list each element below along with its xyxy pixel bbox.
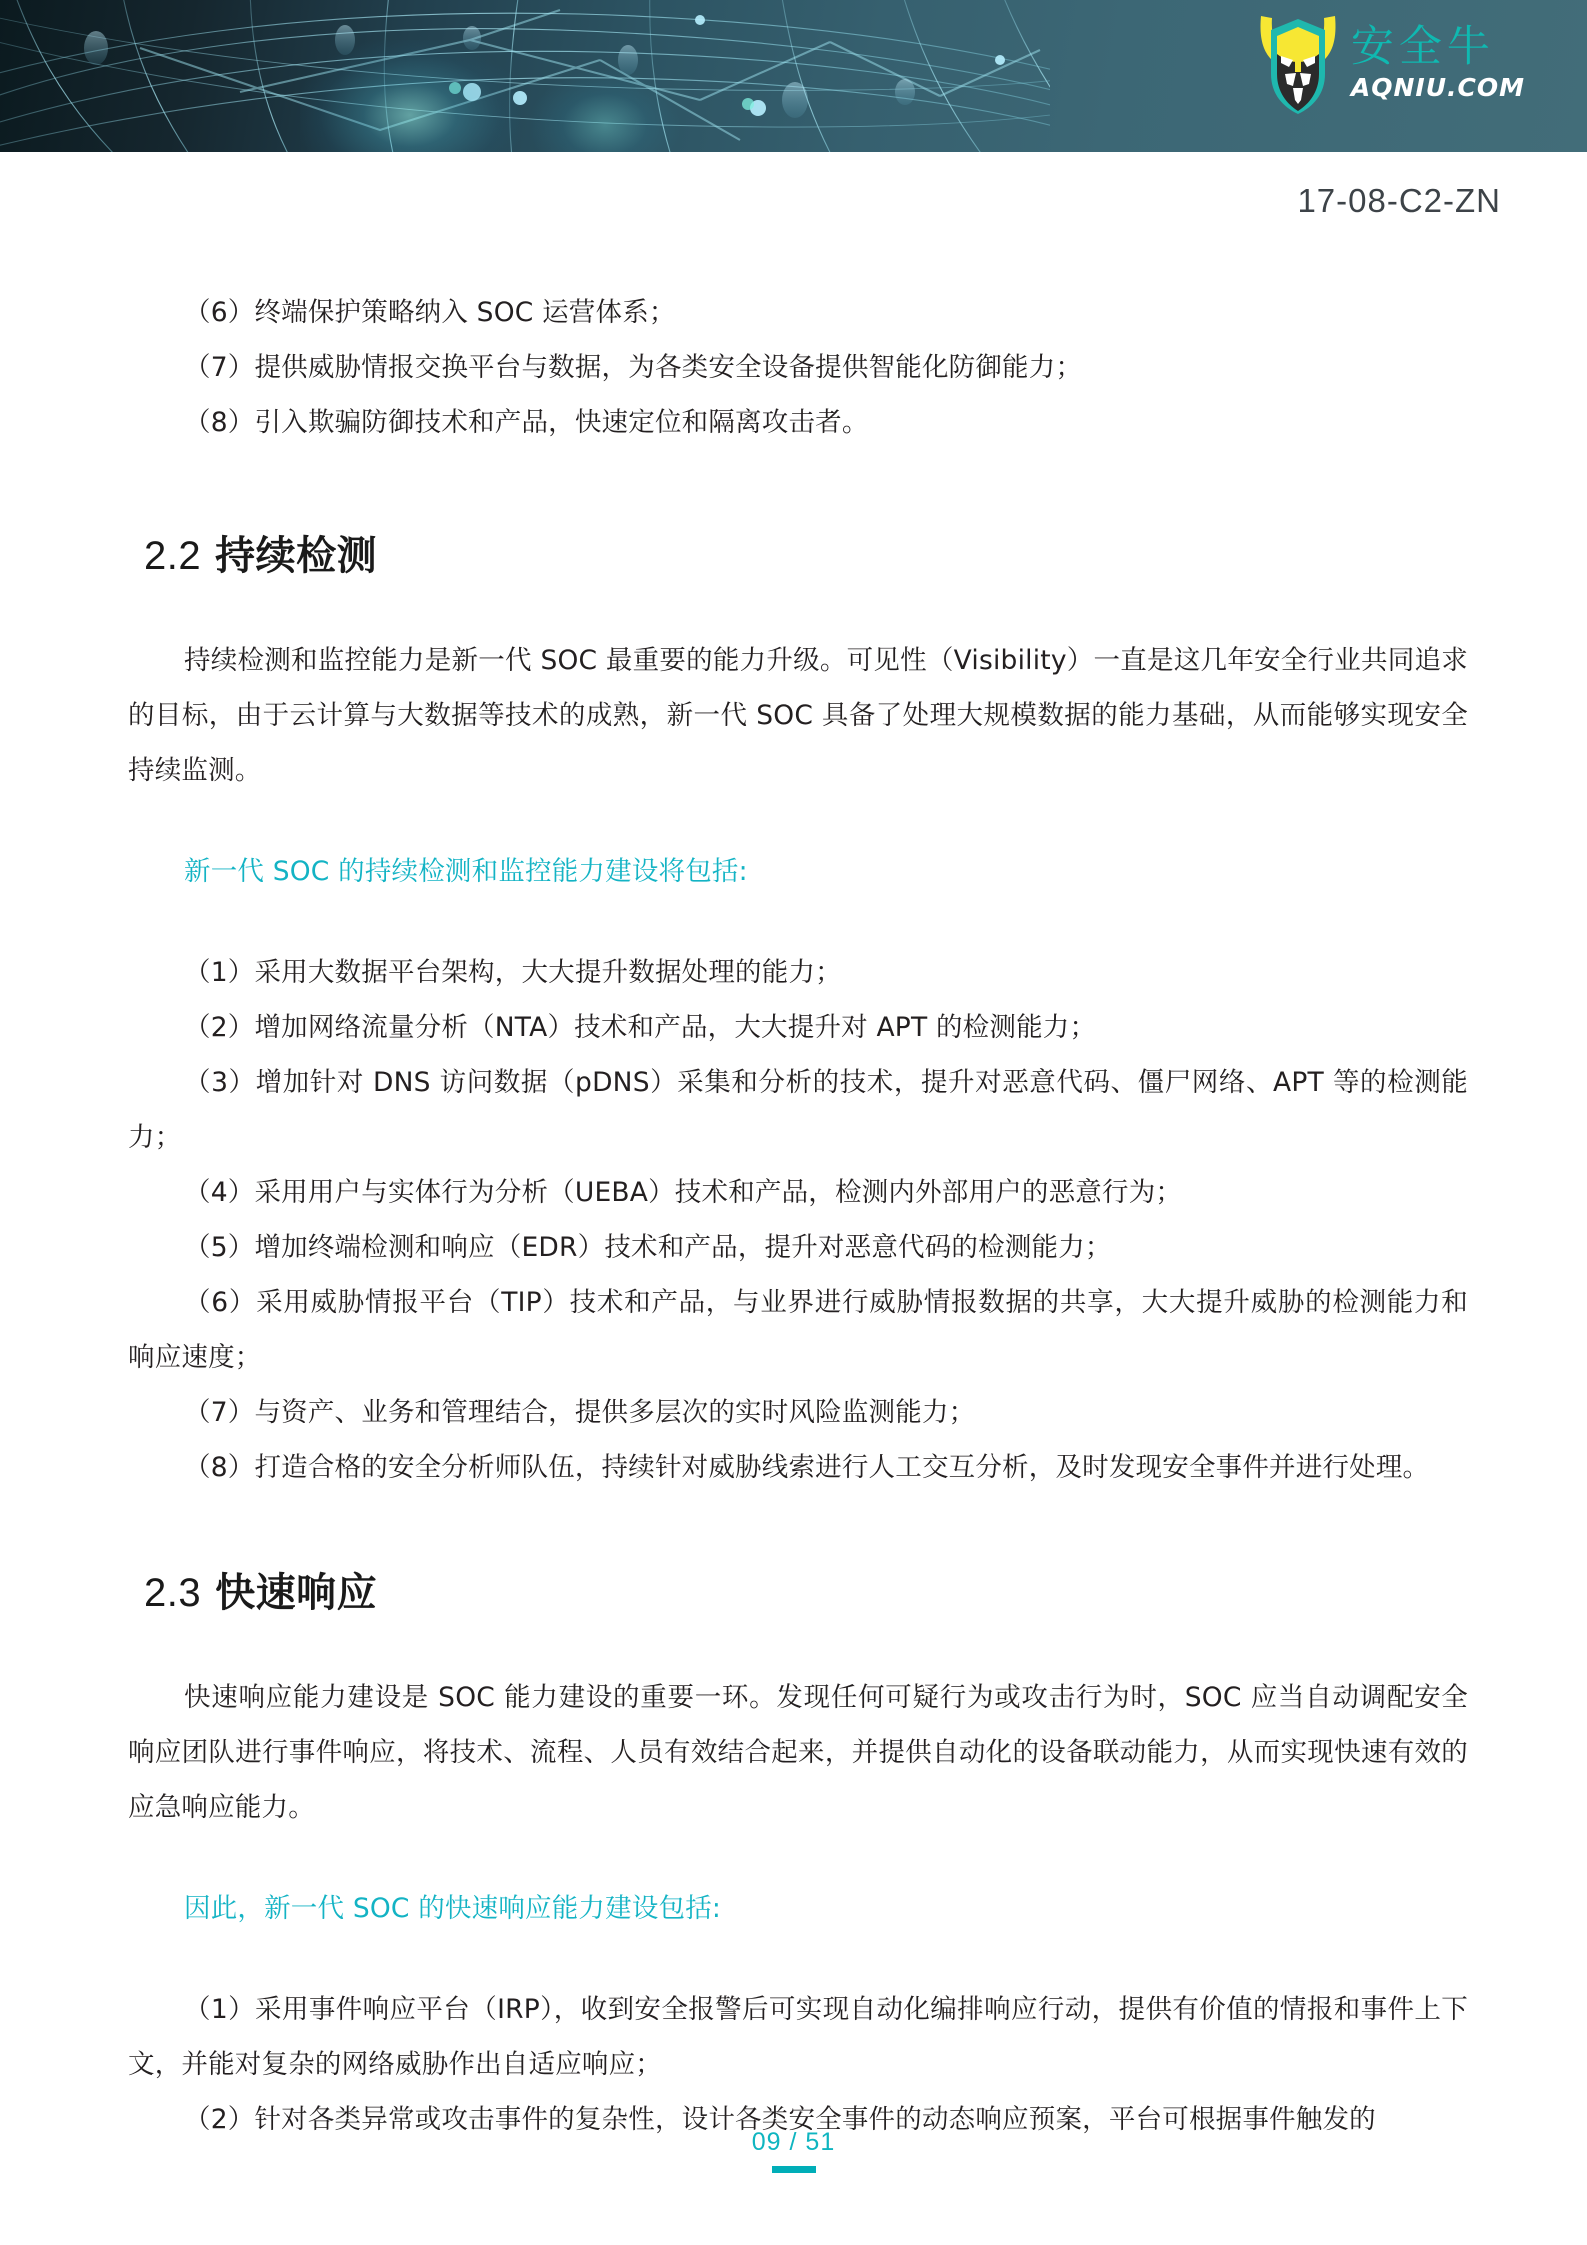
list-item: （1）采用事件响应平台（IRP），收到安全报警后可实现自动化编排响应行动，提供有价值的情报和事件上下文，并能对复杂的网络威胁作出自适应响应； <box>128 1994 1468 2080</box>
section-heading-2-3 <box>144 1561 1468 1618</box>
header-banner <box>0 0 1587 152</box>
section-title: 持续检测 <box>215 533 378 579</box>
section-title: 快速响应 <box>215 1570 378 1616</box>
section-lead-in: 因此，新一代 SOC 的快速响应能力建设包括: <box>184 1893 722 1924</box>
document-code: 17-08-C2-ZN <box>1297 182 1501 219</box>
logo-text-block <box>1350 21 1525 105</box>
list-item: （6）终端保护策略纳入 SOC 运营体系； <box>184 297 676 328</box>
section-lead-in: 新一代 SOC 的持续检测和监控能力建设将包括: <box>184 856 748 887</box>
list-item: （3）增加针对 DNS 访问数据（pDNS）采集和分析的技术，提升对恶意代码、僵尸网络、APT 等的检测能力； <box>128 1067 1468 1153</box>
list-item: （7）提供威胁情报交换平台与数据，为各类安全设备提供智能化防御能力； <box>184 352 1083 383</box>
brand-logo <box>1259 12 1525 116</box>
network-globe-graphic <box>0 0 1050 152</box>
list-item: （8）引入欺骗防御技术和产品，快速定位和隔离攻击者。 <box>184 407 869 438</box>
list-item: （1）采用大数据平台架构，大大提升数据处理的能力； <box>184 957 842 988</box>
section-number: 2.2 <box>144 534 202 578</box>
list-item: （2）增加网络流量分析（NTA）技术和产品，大大提升对 APT 的检测能力； <box>184 1012 1097 1043</box>
list-item: （8）打造合格的安全分析师队伍，持续针对威胁线索进行人工交互分析，及时发现安全事件并进行处理。 <box>184 1452 1430 1483</box>
document-body <box>128 285 1468 2147</box>
list-item: （2）针对各类异常或攻击事件的复杂性，设计各类安全事件的动态响应预案，平台可根据事件触发的 <box>184 2104 1376 2135</box>
logo-chinese-name: 安全牛 <box>1350 21 1495 72</box>
section-number: 2.3 <box>144 1571 202 1615</box>
list-item: （6）采用威胁情报平台（TIP）技术和产品，与业界进行威胁情报数据的共享，大大提升威胁的检测能力和响应速度； <box>128 1287 1468 1373</box>
page-number: 09 / 51 <box>751 2128 836 2156</box>
logo-domain-name: AQNIU.COM <box>1350 72 1525 102</box>
list-item: （5）增加终端检测和响应（EDR）技术和产品，提升对恶意代码的检测能力； <box>184 1232 1112 1263</box>
list-item: （4）采用用户与实体行为分析（UEBA）技术和产品，检测内外部用户的恶意行为； <box>184 1177 1183 1208</box>
section-heading-2-2 <box>144 524 1468 581</box>
section-paragraph: 快速响应能力建设是 SOC 能力建设的重要一环。发现任何可疑行为或攻击行为时，SOC 应当自动调配安全响应团队进行事件响应，将技术、流程、人员有效结合起来，并提供自动化的设备联动能力，从而实现快速有效的应急响应能力。 <box>128 1682 1468 1823</box>
footer-accent-bar <box>772 2166 816 2173</box>
page-footer <box>0 2128 1587 2173</box>
section-paragraph: 持续检测和监控能力是新一代 SOC 最重要的能力升级。可见性（Visibility）一直是这几年安全行业共同追求的目标，由于云计算与大数据等技术的成熟，新一代 SOC 具备了处理大规模数据的能力基础，从而能够实现安全持续监测。 <box>128 645 1468 786</box>
list-item: （7）与资产、业务和管理结合，提供多层次的实时风险监测能力； <box>184 1397 976 1428</box>
viking-helmet-shield-icon <box>1259 12 1337 116</box>
